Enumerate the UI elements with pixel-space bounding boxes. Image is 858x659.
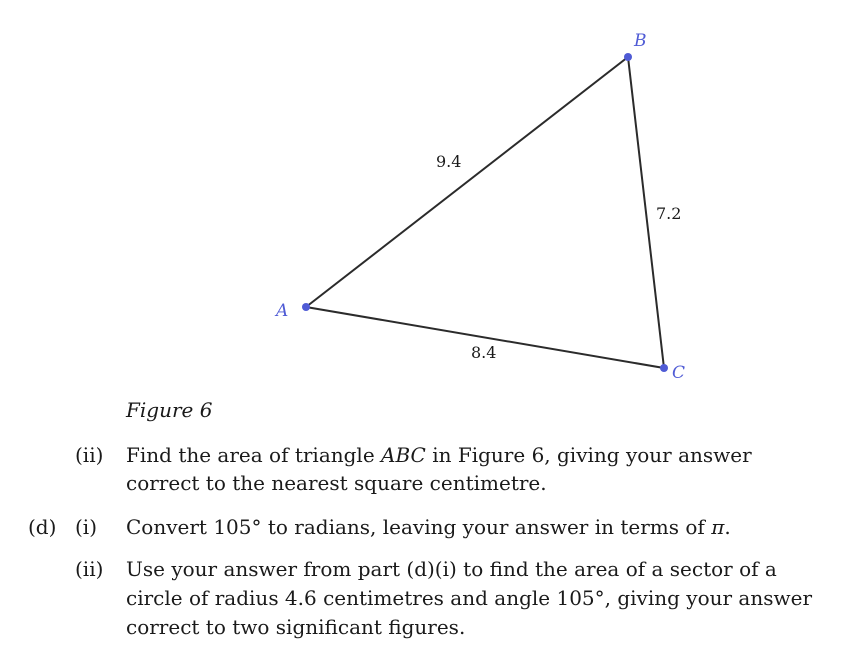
question-d-i [0, 513, 858, 543]
question-c-ii-line2: correct to the nearest square centimetre. [126, 471, 547, 495]
question-d-ii-label: (ii) [75, 557, 104, 581]
question-d-ii-line1: Use your answer from part (d)(i) to find the area of a sector of a [126, 557, 777, 581]
side-ac-length: 8.4 [471, 343, 497, 362]
triangle-abc [306, 57, 664, 368]
question-c-ii [0, 441, 858, 501]
vertex-b-label: B [634, 31, 647, 51]
question-d-ii [0, 555, 858, 645]
side-ab-length: 9.4 [436, 152, 462, 171]
question-d-i-text [126, 513, 731, 541]
question-d-label: (d) [28, 515, 57, 539]
vertex-c-dot [660, 364, 668, 372]
question-d-ii-line3: correct to two significant figures. [126, 615, 466, 639]
vertex-a-dot [302, 303, 310, 311]
question-c-ii-line1-pre: Find the area of triangle [126, 443, 375, 467]
question-d-ii-line2: circle of radius 4.6 centimetres and angle 105°, giving your answer [126, 586, 813, 610]
pi-symbol: π [711, 515, 725, 539]
question-d-i-pre: Convert 105° to radians, leaving your answer in terms of [126, 515, 705, 539]
vertex-b-dot [624, 53, 632, 61]
question-d-i-label: (i) [75, 515, 98, 539]
figure-caption: Figure 6 [126, 398, 213, 422]
question-c-ii-line1 [126, 441, 752, 469]
question-c-ii-line1-post: in Figure 6, giving your answer [432, 443, 752, 467]
triangle-name: ABC [381, 443, 426, 467]
side-bc-length: 7.2 [656, 204, 682, 223]
question-d-i-post: . [724, 515, 731, 539]
vertex-c-label: C [672, 363, 686, 383]
question-c-ii-label: (ii) [75, 443, 104, 467]
vertex-a-label: A [276, 301, 289, 321]
